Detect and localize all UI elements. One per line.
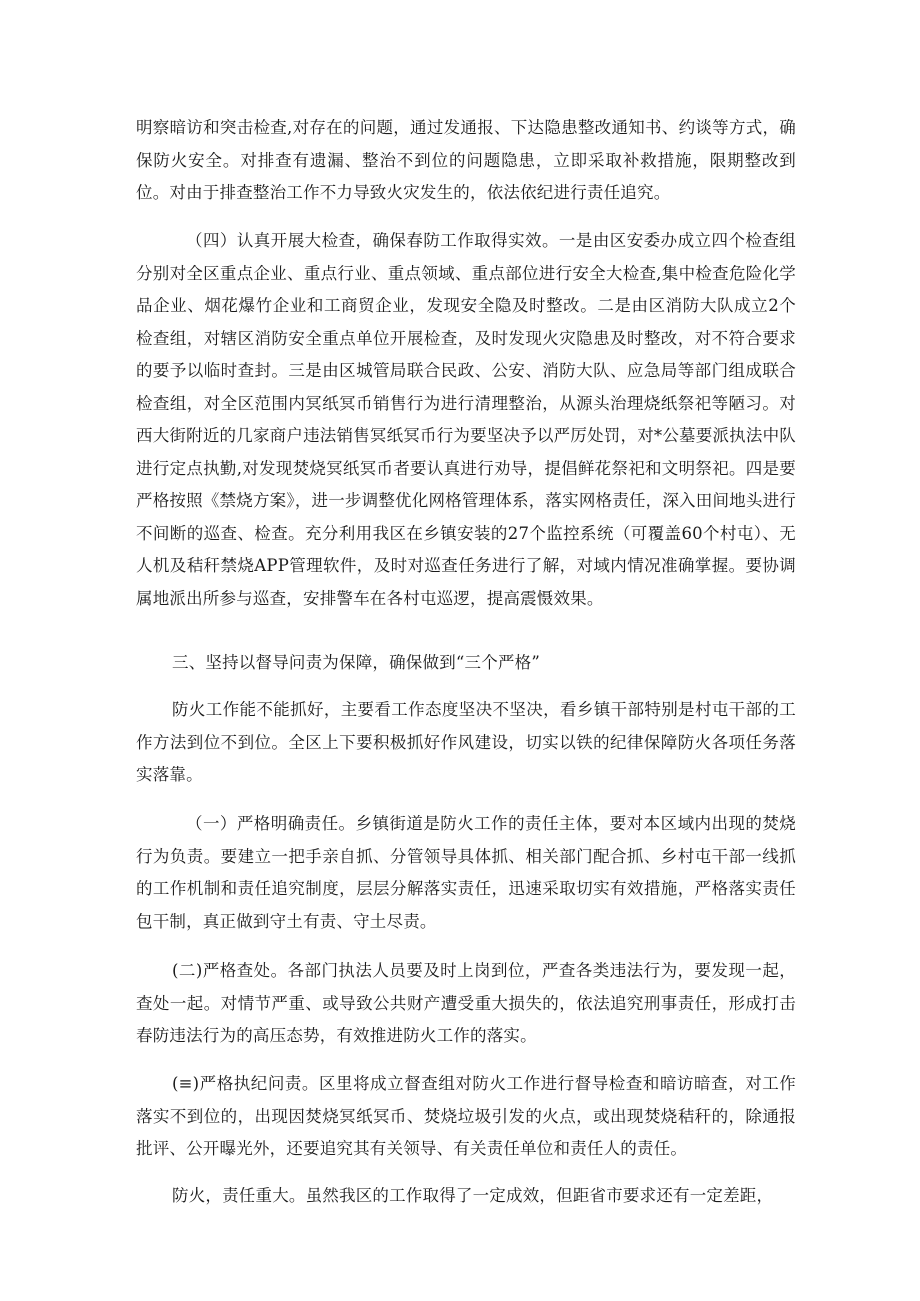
paragraph-continuation: 明察暗访和突击检查,对存在的问题，通过发通报、下达隐患整改通知书、约谈等方式，确保防火安全。对排查有遗漏、整治不到位的问题隐患，立即采取补救措施，限期整改到位。对由于排查整治工作不力导致火灾发生的，依法依纪进行责任追究。 — [136, 118, 796, 202]
paragraph-item-1: （一）严格明确责任。乡镇街道是防火工作的责任主体，要对本区域内出现的焚烧行为负责。要建立一把手亲自抓、分管领导具体抓、相关部门配合抓、乡村屯干部一线抓的工作机制和责任追究制度，层层分解落实责任，迅速采取切实有效措施，严格落实责任包干制，真正做到守土有责、守土尽责。 — [136, 814, 796, 931]
paragraph-item-2: (二)严格查处。各部门执法人员要及时上岗到位，严查各类违法行为，要发现一起，查处一起。对情节严重、或导致公共财产遭受重大损失的，依法追究刑事责任，形成打击春防违法行为的高压态势，有效推进防火工作的落实。 — [136, 961, 796, 1045]
paragraph-intro: 防火工作能不能抓好，主要看工作态度坚决不坚决，看乡镇干部特别是村屯干部的工作方法到位不到位。全区上下要积极抓好作风建设，切实以铁的纪律保障防火各项任务落实落靠。 — [136, 700, 796, 784]
section-heading-3: 三、坚持以督导问责为保障，确保做到“三个严格” — [172, 653, 540, 672]
paragraph-closing: 防火，责任重大。虽然我区的工作取得了一定成效，但距省市要求还有一定差距， — [172, 1186, 774, 1205]
paragraph-section-4: （四）认真开展大检查，确保春防工作取得实效。一是由区安委办成立四个检查组分别对全区重点企业、重点行业、重点领域、重点部位进行安全大检查,集中检查危险化学品企业、烟花爆竹企业和工商贸企业，发现安全隐及时整改。二是由区消防大队成立2个检查组，对辖区消防安全重点单位开展检查，及时发现火灾隐患及时整改，对不符合要求的要予以临时查封。三是由区城管局联合民政、公安、消防大队、应急局等部门组成联合检查组，对全区范围内冥纸冥币销售行为进行清理整治，从源头治理烧纸祭祀等陋习。对西大街附近的几家商户违法销售冥纸冥币行为要坚决予以严厉处罚，对*公墓要派执法中队进行定点执勤,对发现焚烧冥纸冥币者要认真进行劝导，提倡鲜花祭祀和文明祭祀。四是要严格按照《禁烧方案》，进一步调整优化网格管理体系，落实网格责任，深入田间地头进行不间断的巡查、检查。充分利用我区在乡镇安装的27个监控系统（可覆盖60个村屯）、无人机及秸秆禁烧APP管理软件，及时对巡查任务进行了解，对域内情况准确掌握。要协调属地派出所参与巡查，安排警车在各村屯巡逻，提高震慑效果。 — [136, 231, 796, 608]
paragraph-item-3: (≡)严格执纪问责。区里将成立督查组对防火工作进行督导检查和暗访暗查，对工作落实不到位的，出现因焚烧冥纸冥币、焚烧垃圾引发的火点，或出现焚烧秸秆的，除通报批评、公开曝光外，还要追究其有关领导、有关责任单位和责任人的责任。 — [136, 1074, 796, 1158]
